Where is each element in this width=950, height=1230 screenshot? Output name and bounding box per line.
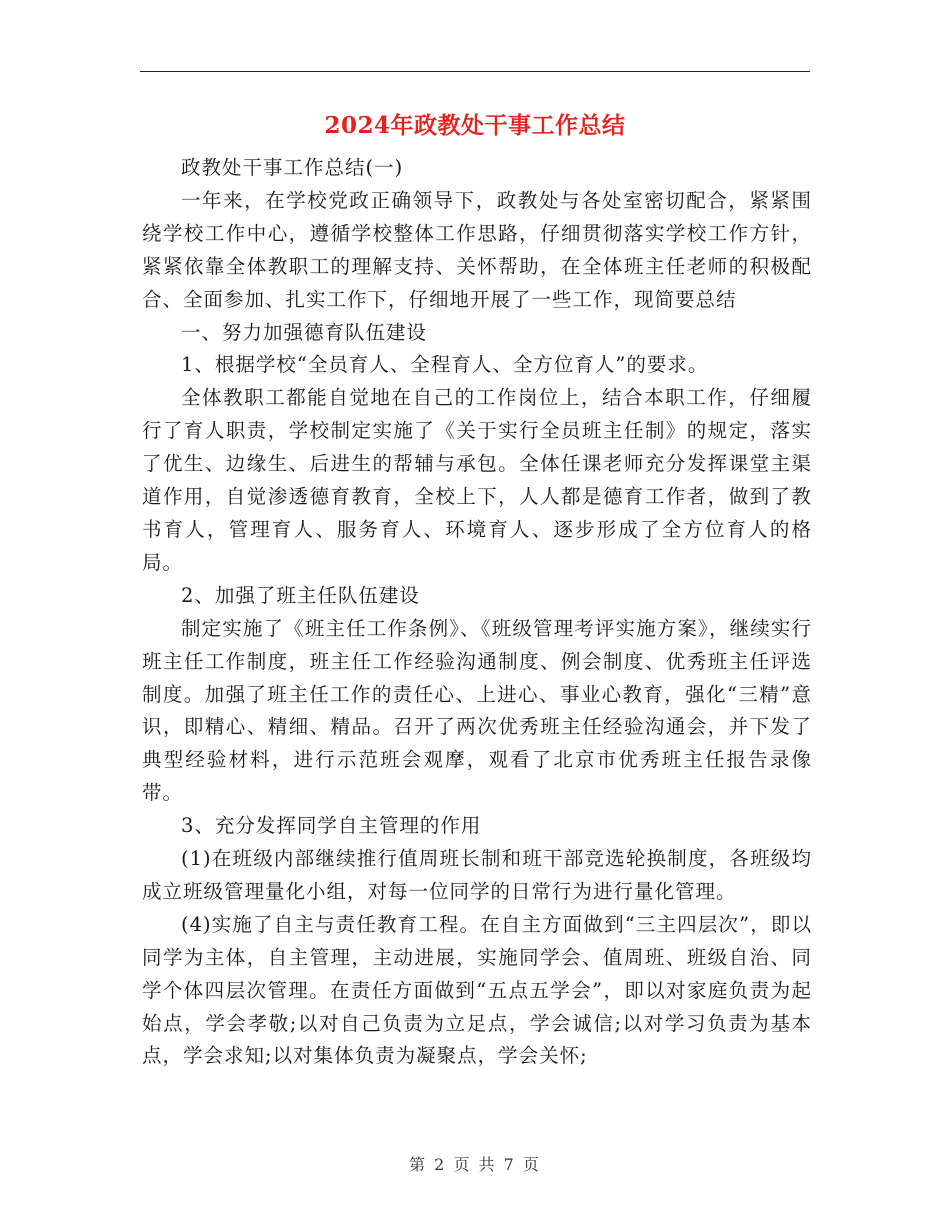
header-rule: [140, 71, 810, 72]
document-title: 2024年政教处干事工作总结: [324, 112, 626, 139]
paragraph-class-teachers: 制定实施了《班主任工作条例》、《班级管理考评实施方案》，继续实行班主任工作制度，班主任工作经验沟通制度、例会制度、优秀班主任评选制度。加强了班主任工作的责任心、上进心、事业心教育，强化“三精”意识，即精心、精细、精品。召开了两次优秀班主任经验沟通会，并下发了典型经验材料，进行示范班会观摩，观看了北京市优秀班主任报告录像带。: [142, 616, 812, 805]
document-body: [142, 152, 812, 1073]
paragraph-item-4: (4)实施了自主与责任教育工程。在自主方面做到“三主四层次”，即以同学为主体，自主管理，主动进展，实施同学会、值周班、班级自治、同学个体四层次管理。在责任方面做到“五点五学会”，即以对家庭负责为起始点，学会孝敬;以对自己负责为立足点，学会诚信;以对学习负责为基本点，学会求知;以对集体负责为凝聚点，学会关怀;: [142, 912, 812, 1068]
subheading-1: 1、根据学校“全员育人、全程育人、全方位育人”的要求。: [181, 353, 709, 377]
paragraph-item-1: (1)在班级内部继续推行值周班长制和班干部竞选轮换制度，各班级均成立班级管理量化小组，对每一位同学的日常行为进行量化管理。: [142, 847, 812, 903]
page-number: 第 2 页 共 7 页: [409, 1155, 541, 1174]
paragraph-intro: 一年来，在学校党政正确领导下，政教处与各处室密切配合，紧紧围绕学校工作中心，遵循学校整体工作思路，仔细贯彻落实学校工作方针，紧紧依靠全体教职工的理解支持、关怀帮助，在全体班主任老师的积极配合、全面参加、扎实工作下，仔细地开展了一些工作，现简要总结: [142, 188, 812, 311]
paragraph-all-staff: 全体教职工都能自觉地在自己的工作岗位上，结合本职工作，仔细履行了育人职责，学校制定实施了《关于实行全员班主任制》的规定，落实了优生、边缘生、后进生的帮辅与承包。全体任课老师充分发挥课堂主渠道作用，自觉渗透德育教育，全校上下，人人都是德育工作者，做到了教书育人，管理育人、服务育人、环境育人、逐步形成了全方位育人的格局。: [142, 386, 812, 574]
subheading-2: 2、加强了班主任队伍建设: [181, 583, 420, 607]
section-heading-1: 一、努力加强德育队伍建设: [181, 320, 428, 344]
paragraph-subtitle: 政教处干事工作总结(一): [181, 156, 404, 179]
subheading-3: 3、充分发挥同学自主管理的作用: [181, 814, 482, 838]
